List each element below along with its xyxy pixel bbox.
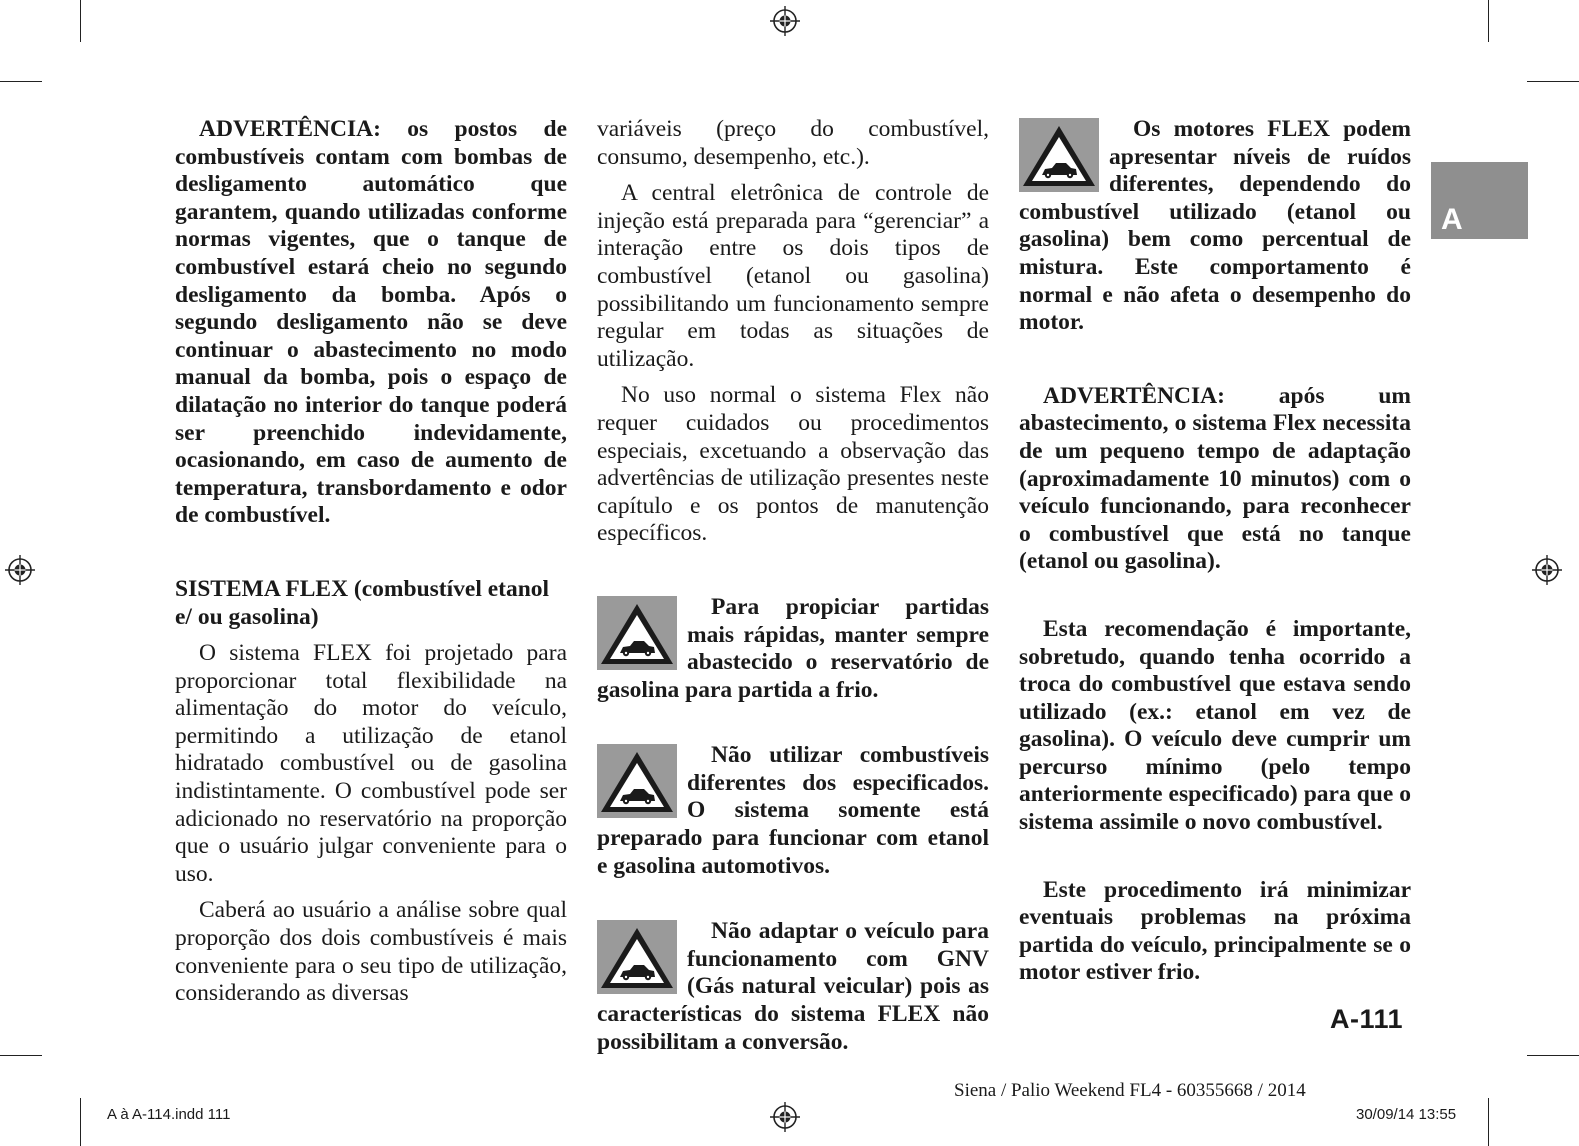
column-2 bbox=[597, 116, 989, 1056]
warning-triangle-car-icon bbox=[1019, 118, 1099, 192]
body-paragraph: A central eletrônica de controle de injeção está preparada para “gerenciar” a interação entre os dois tipos de combustível (etanol ou gasolina) possibilitando um funcionamento sempre regular em todas as situações de utilização. bbox=[597, 180, 989, 372]
registration-mark-icon bbox=[770, 6, 800, 36]
body-paragraph: Este procedimento irá minimizar eventuais problemas na próxima partida do veículo, principalmente se o motor estiver frio. bbox=[1019, 876, 1411, 986]
footer-model-info: Siena / Palio Weekend FL4 - 60355668 / 2014 bbox=[954, 1080, 1306, 1101]
body-paragraph: Esta recomendação é importante, sobretudo, quando tenha ocorrido a troca do combustível que estava sendo utilizado (ex.: etanol em vez de gasolina). O veículo deve cumprir um percurso mínimo (pelo tempo anteriormente especificado) para que o sistema assimile o novo combustível. bbox=[1019, 615, 1411, 836]
crop-mark bbox=[1527, 81, 1579, 82]
body-paragraph: No uso normal o sistema Flex não requer cuidados ou procedimentos especiais, excetuando a observação das advertências de utilização presentes neste capítulo e os pontos de manutenção específicos. bbox=[597, 382, 989, 547]
warning-text: Não adaptar o veículo para funcionamento com GNV (Gás natural veicular) pois as características do sistema FLEX não possibilitam a conversão. bbox=[597, 918, 989, 1055]
crop-mark bbox=[80, 0, 81, 42]
crop-mark bbox=[80, 1098, 81, 1146]
warning-text: ADVERTÊNCIA: após um abastecimento, o sistema Flex necessita de um pequeno tempo de adaptação (aproximadamente 10 minutos) com o veículo funcionando, para reconhecer o combustível que está no tanque (etanol ou gasolina). bbox=[1019, 382, 1411, 575]
column-1 bbox=[175, 116, 567, 1008]
body-paragraph: O sistema FLEX foi projetado para proporcionar total flexibilidade na alimentação do motor do veículo, permitindo a utilização de etanol hidratado combustível ou de gasolina indistintamente. O combustível pode ser adicionado no reservatório na proporção que o usuário julgar conveniente para o uso. bbox=[175, 640, 567, 887]
registration-mark-icon bbox=[1532, 555, 1562, 585]
section-tab-label: A bbox=[1441, 203, 1463, 236]
warning-block bbox=[597, 742, 989, 880]
footer-date: 30/09/14 13:55 bbox=[1356, 1106, 1457, 1123]
warning-text: Não utilizar combustíveis diferentes dos especificados. O sistema somente está preparado para funcionar com etanol e gasolina automotivos. bbox=[597, 742, 989, 879]
warning-triangle-car-icon bbox=[597, 744, 677, 818]
warning-triangle-car-icon bbox=[597, 596, 677, 670]
crop-mark bbox=[1488, 0, 1489, 42]
crop-mark bbox=[1488, 1098, 1489, 1146]
crop-mark bbox=[0, 1055, 42, 1056]
warning-block bbox=[597, 594, 989, 704]
warning-block bbox=[1019, 116, 1411, 337]
warning-text: Para propiciar partidas mais rápidas, manter sempre abastecido o reservatório de gasolina para partida a frio. bbox=[597, 593, 989, 703]
warning-text: ADVERTÊNCIA: os postos de combustíveis contam com bombas de desligamento automático que garantem, quando utilizadas conforme normas vigentes, que o tanque de combustível estará cheio no segundo desligamento da bomba. Após o segundo desligamento não se deve continuar o abastecimento no modo manual da bomba, pois o espaço de dilatação no interior do tanque poderá ser preenchido indevidamente, ocasionando, em caso de aumento de temperatura, transbordamento e odor de combustível. bbox=[175, 116, 567, 529]
section-tab bbox=[1431, 162, 1528, 239]
column-3 bbox=[1019, 116, 1411, 987]
body-paragraph: variáveis (preço do combustível, consumo, desempenho, etc.). bbox=[597, 116, 989, 170]
crop-mark bbox=[0, 81, 42, 82]
registration-mark-icon bbox=[770, 1102, 800, 1132]
registration-mark-icon bbox=[5, 555, 35, 585]
warning-block bbox=[597, 918, 989, 1056]
body-paragraph: Caberá ao usuário a análise sobre qual proporção dos dois combustíveis é mais conveniente para o seu tipo de utilização, considerando as diversas bbox=[175, 897, 567, 1007]
footer-file-name: A à A-114.indd 111 bbox=[107, 1106, 231, 1123]
warning-triangle-car-icon bbox=[597, 920, 677, 994]
warning-text: Os motores FLEX podem apresentar níveis de ruídos diferentes, dependendo do combustível utilizado (etanol ou gasolina) bem como percentual de mistura. Este comportamento é normal e não afeta o desempenho do motor. bbox=[1019, 116, 1411, 336]
crop-mark bbox=[1527, 1055, 1579, 1056]
section-heading: SISTEMA FLEX (combustível etanol e/ ou gasolina) bbox=[175, 575, 550, 630]
page-number: A-111 bbox=[1330, 1004, 1404, 1034]
